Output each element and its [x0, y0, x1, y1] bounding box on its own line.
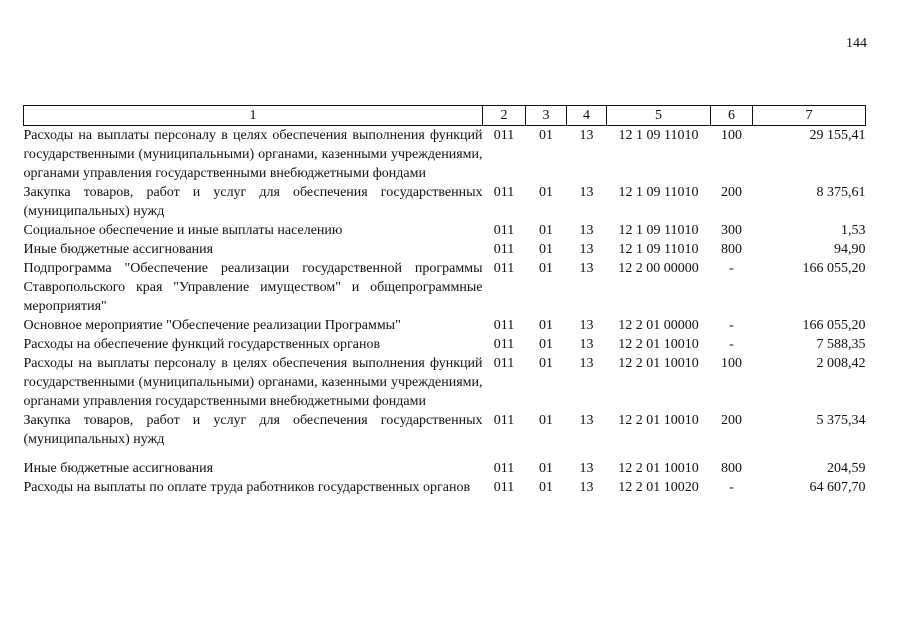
target-code: 12 2 01 00000 — [618, 318, 699, 333]
table-row — [24, 335, 866, 354]
target-code: 12 2 01 10010 — [618, 461, 699, 476]
expense-name: Расходы на обеспечение функций государственных органов — [23, 337, 381, 352]
subsection-code: 13 — [579, 128, 594, 143]
subsection-code: 13 — [579, 242, 594, 257]
expense-type-code: 200 — [721, 185, 742, 200]
section-code: 01 — [539, 223, 553, 238]
ministry-code: 011 — [493, 318, 515, 333]
expense-type-code: 200 — [721, 413, 742, 428]
expense-name: Расходы на выплаты персоналу в целях обеспечения выполнения функций государственными (муниципальными) органами, казенными учреждениями, органами управления государственными внебюджетными фондами — [23, 356, 483, 409]
section-code: 01 — [539, 356, 553, 371]
header-col-7: 7 — [753, 106, 866, 126]
subsection-code: 13 — [579, 185, 594, 200]
amount: 1,53 — [841, 223, 866, 238]
target-code: 12 1 09 11010 — [618, 185, 699, 200]
ministry-code: 011 — [493, 185, 515, 200]
table-row — [24, 183, 866, 221]
section-code: 01 — [539, 128, 553, 143]
target-code: 12 1 09 11010 — [618, 128, 699, 143]
table-row — [24, 259, 866, 316]
subsection-code: 13 — [579, 356, 594, 371]
section-code: 01 — [539, 318, 553, 333]
expense-name: Иные бюджетные ассигнования — [23, 242, 214, 257]
ministry-code: 011 — [493, 480, 515, 495]
target-code: 12 1 09 11010 — [618, 223, 699, 238]
expense-type-code: 100 — [721, 128, 742, 143]
ministry-code: 011 — [493, 128, 515, 143]
expense-type-code: 800 — [721, 242, 742, 257]
amount: 2 008,42 — [816, 356, 866, 371]
section-code: 01 — [539, 185, 553, 200]
amount: 204,59 — [827, 461, 866, 476]
table-row — [24, 126, 866, 184]
section-code: 01 — [539, 242, 553, 257]
ministry-code: 011 — [493, 337, 515, 352]
subsection-code: 13 — [579, 480, 594, 495]
expense-type-code: - — [729, 261, 734, 276]
expense-type-code: - — [729, 480, 734, 495]
header-col-4: 4 — [567, 106, 607, 126]
ministry-code: 011 — [493, 242, 515, 257]
table-row — [24, 449, 866, 478]
amount: 5 375,34 — [816, 413, 866, 428]
amount: 29 155,41 — [809, 128, 866, 143]
ministry-code: 011 — [493, 461, 515, 476]
expense-name: Основное мероприятие "Обеспечение реализации Программы" — [23, 318, 401, 333]
section-code: 01 — [539, 480, 553, 495]
ministry-code: 011 — [493, 223, 515, 238]
budget-table — [23, 105, 866, 497]
section-code: 01 — [539, 461, 553, 476]
page-number: 144 — [846, 36, 867, 51]
expense-name: Подпрограмма "Обеспечение реализации государственной программы Ставропольского края "Управление имуществом" и общепрограммные мероприятия" — [23, 261, 483, 314]
expense-name: Иные бюджетные ассигнования — [23, 461, 214, 476]
target-code: 12 2 00 00000 — [618, 261, 699, 276]
target-code: 12 1 09 11010 — [618, 242, 699, 257]
subsection-code: 13 — [579, 337, 594, 352]
table-row — [24, 316, 866, 335]
expense-name: Расходы на выплаты персоналу в целях обеспечения выполнения функций государственными (муниципальными) органами, казенными учреждениями, органами управления государственными внебюджетными фондами — [23, 128, 483, 181]
subsection-code: 13 — [579, 223, 594, 238]
subsection-code: 13 — [579, 261, 594, 276]
table-row — [24, 354, 866, 411]
table-row — [24, 411, 866, 449]
expense-type-code: - — [729, 337, 734, 352]
expense-type-code: 800 — [721, 461, 742, 476]
ministry-code: 011 — [493, 356, 515, 371]
expense-type-code: - — [729, 318, 734, 333]
expense-type-code: 300 — [721, 223, 742, 238]
amount: 94,90 — [834, 242, 866, 257]
header-col-6: 6 — [711, 106, 753, 126]
target-code: 12 2 01 10010 — [618, 337, 699, 352]
section-code: 01 — [539, 337, 553, 352]
expense-name: Закупка товаров, работ и услуг для обеспечения государственных (муниципальных) нужд — [23, 185, 483, 219]
expense-type-code: 100 — [721, 356, 742, 371]
header-col-1: 1 — [24, 106, 483, 126]
amount: 166 055,20 — [802, 318, 866, 333]
section-code: 01 — [539, 261, 553, 276]
subsection-code: 13 — [579, 413, 594, 428]
subsection-code: 13 — [579, 461, 594, 476]
target-code: 12 2 01 10010 — [618, 413, 699, 428]
amount: 8 375,61 — [816, 185, 866, 200]
header-col-2: 2 — [483, 106, 526, 126]
target-code: 12 2 01 10010 — [618, 356, 699, 371]
table-row — [24, 240, 866, 259]
expense-name: Социальное обеспечение и иные выплаты населению — [23, 223, 343, 238]
ministry-code: 011 — [493, 413, 515, 428]
ministry-code: 011 — [493, 261, 515, 276]
section-code: 01 — [539, 413, 553, 428]
expense-name: Закупка товаров, работ и услуг для обеспечения государственных (муниципальных) нужд — [23, 413, 483, 447]
amount: 7 588,35 — [816, 337, 866, 352]
target-code: 12 2 01 10020 — [618, 480, 699, 495]
expense-name: Расходы на выплаты по оплате труда работников государственных органов — [23, 480, 471, 495]
header-col-3: 3 — [526, 106, 567, 126]
amount: 64 607,70 — [809, 480, 866, 495]
table-row — [24, 478, 866, 497]
header-col-5: 5 — [607, 106, 711, 126]
subsection-code: 13 — [579, 318, 594, 333]
amount: 166 055,20 — [802, 261, 866, 276]
table-row — [24, 221, 866, 240]
header-row — [24, 106, 866, 126]
